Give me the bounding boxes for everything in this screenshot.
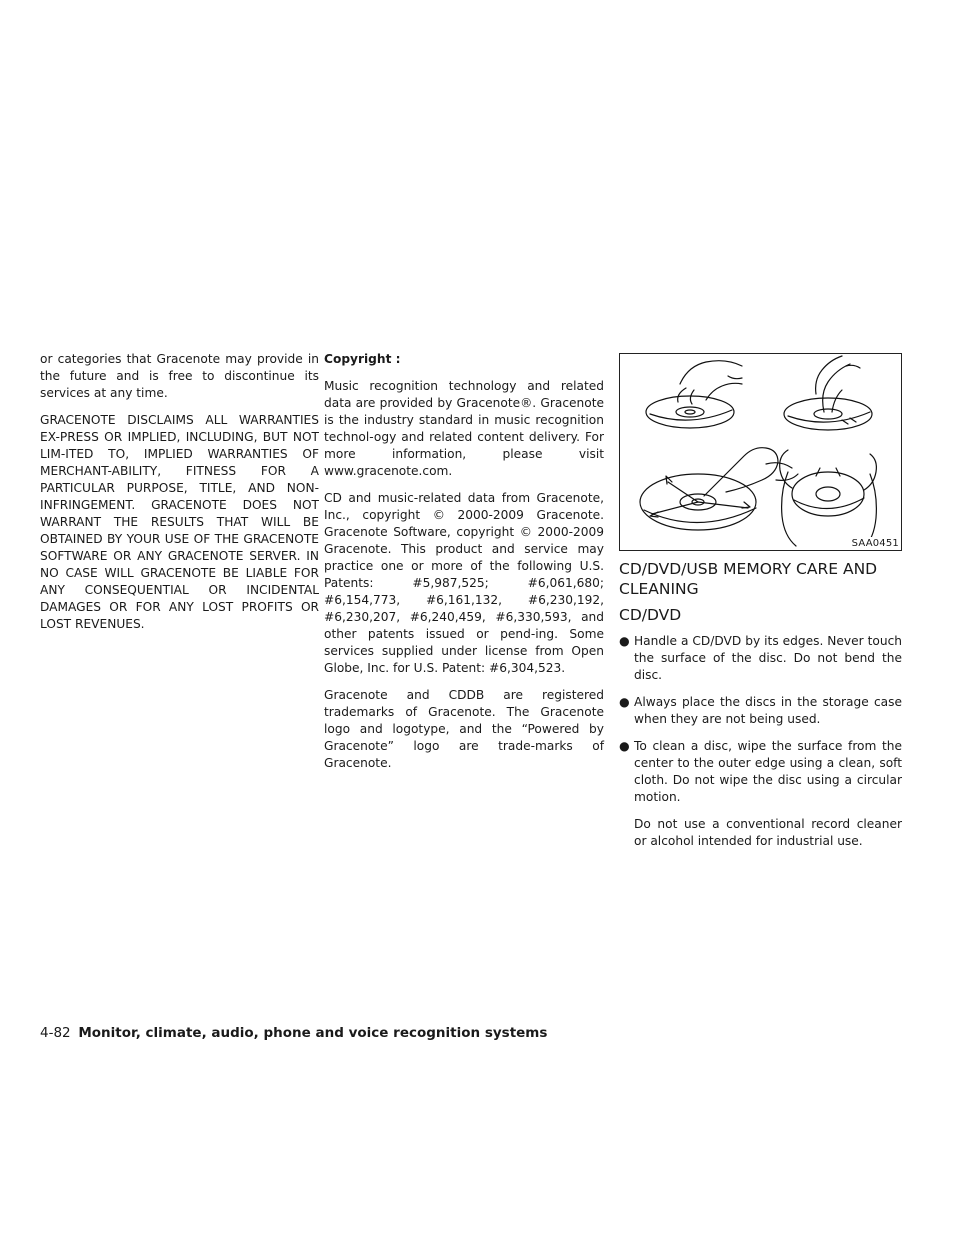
sub-heading: CD/DVD [619,606,682,624]
bullet-icon: ● [619,634,630,648]
list-item [619,738,902,850]
bullet-text: Always place the discs in the storage case when they are not being used. [634,695,902,726]
bullet-text: Handle a CD/DVD by its edges. Never touch the surface of the disc. Do not bend the disc. [634,634,902,682]
bullet-continuation: Do not use a conventional record cleaner or alcohol intended for industrial use. [634,817,902,848]
paragraph-disclaimer: GRACENOTE DISCLAIMS ALL WARRANTIES EX-PRESS OR IMPLIED, INCLUDING, BUT NOT LIM-ITED TO, IMPLIED WARRANTIES OF MERCHANT-ABILITY, FITNESS FOR A PARTICULAR PURPOSE, TITLE, AND NON-INFRINGEMENT. GRACENOTE DOES NOT WARRANT THE RESULTS THAT WILL BE OBTAINED BY YOUR USE OF THE GRACENOTE SOFTWARE OR ANY GRACENOTE SERVER. IN NO CASE WILL GRACENOTE BE LIABLE FOR ANY CONSEQUENTIAL OR INCIDENTAL DAMAGES OR FOR ANY LOST PROFITS OR LOST REVENUES. [40,413,319,631]
page-footer [40,1024,547,1042]
bullet-icon: ● [619,695,630,709]
footer-section-title: Monitor, climate, audio, phone and voice recognition systems [78,1025,548,1041]
list-item [619,694,902,728]
section-heading: CD/DVD/USB MEMORY CARE AND CLEANING [619,560,878,598]
bullet-icon: ● [619,739,630,753]
care-bullet-list [619,633,902,850]
paragraph-patents: CD and music-related data from Gracenote, Inc., copyright © 2000-2009 Gracenote. Gracenote Software, copyright © 2000-2009 Gracenote. This product and service may practice one or more of the following U.S. Patents: #5,987,525; #6,061,680; #6,154,773, #6,161,132, #6,230,192, #6,230,207, #6,240,459, #6,330,593, and other patents issued or pend-ing. Some services supplied under license from Open Globe, Inc. for U.S. Patent: #6,304,523. [324,491,604,675]
list-item [619,633,902,684]
disc-handling-drawing [620,354,901,550]
paragraph-trademarks: Gracenote and CDDB are registered trademarks of Gracenote. The Gracenote logo and logotype, and the “Powered by Gracenote” logo are trade-marks of Gracenote. [324,688,604,770]
middle-column [324,351,604,782]
copyright-heading: Copyright : [324,352,401,366]
paragraph-gracenote-services: or categories that Gracenote may provide in the future and is free to discontinue its services at any time. [40,352,319,400]
figure-code-label: SAA0451 [849,537,901,550]
left-column [40,351,319,643]
page-number: 4-82 [40,1025,71,1041]
right-column [619,351,902,860]
bullet-text: To clean a disc, wipe the surface from the center to the outer edge using a clean, soft cloth. Do not wipe the disc using a circular motion. [634,739,902,804]
disc-handling-illustration [619,353,902,551]
paragraph-music-recognition: Music recognition technology and related data are provided by Gracenote®. Gracenote is the industry standard in music recognition technol-ogy and related content delivery. For more information, please visit www.gracenote.com. [324,379,604,478]
